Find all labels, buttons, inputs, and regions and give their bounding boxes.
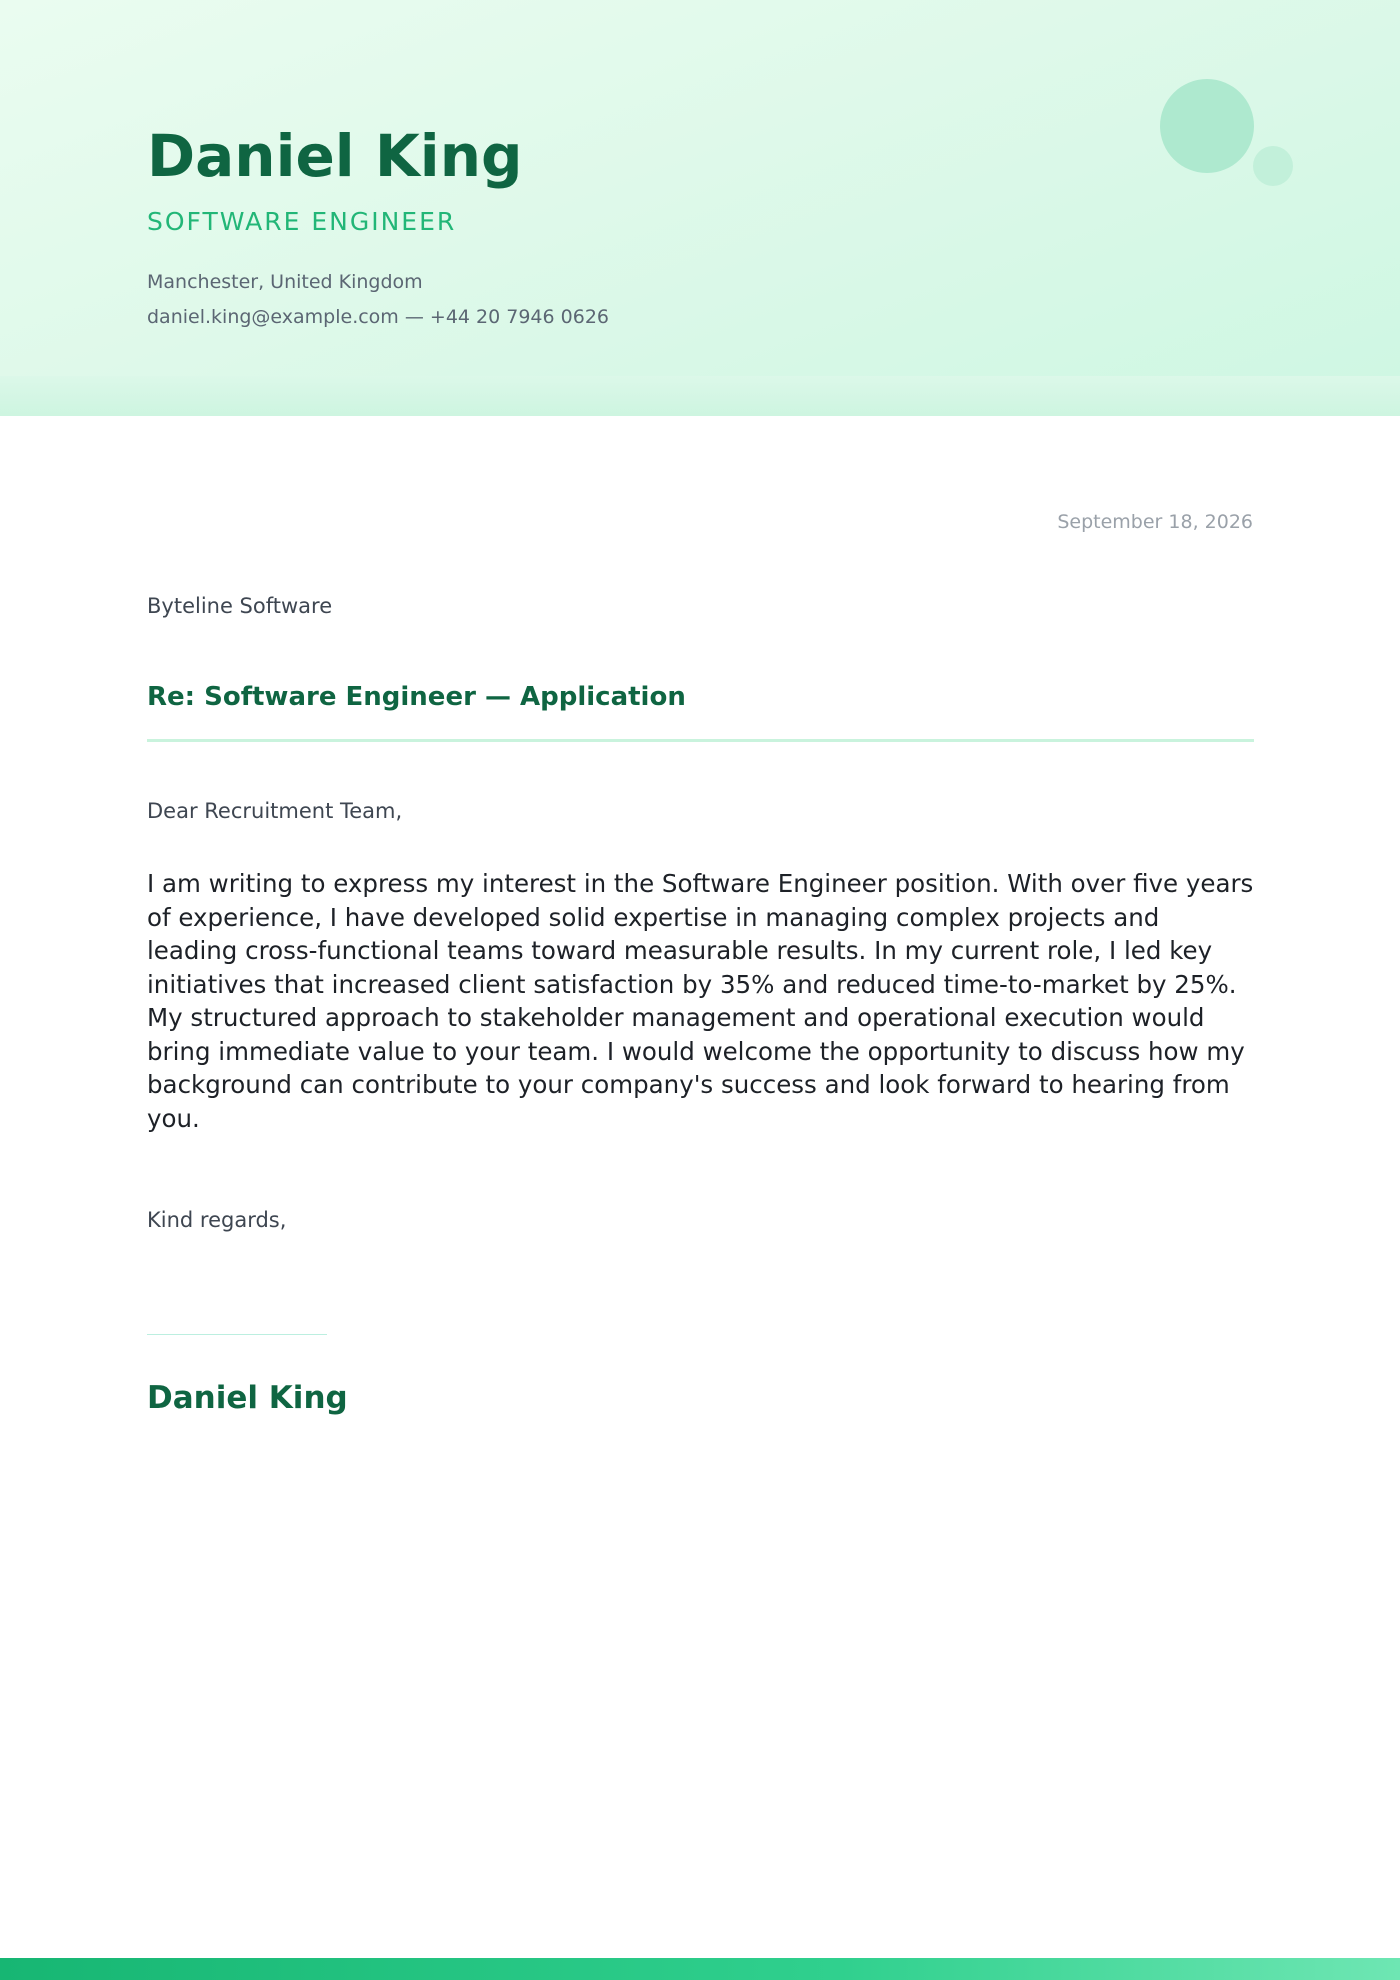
- header-band: [0, 376, 1400, 416]
- signature-line: [147, 1334, 327, 1335]
- sender-job-title: SOFTWARE ENGINEER: [147, 207, 457, 236]
- sender-location: Manchester, United Kingdom: [147, 271, 423, 293]
- sender-contact: daniel.king@example.com — +44 20 7946 0626: [147, 306, 609, 328]
- decorative-circle-small: [1253, 146, 1293, 186]
- letter-date: September 18, 2026: [1057, 511, 1253, 533]
- recipient-company: Byteline Software: [147, 594, 333, 618]
- letter-closing: Kind regards,: [147, 1208, 287, 1232]
- letter-header: [0, 0, 1400, 376]
- signature-name: Daniel King: [147, 1380, 348, 1416]
- letter-subject: Re: Software Engineer — Application: [147, 682, 686, 712]
- footer-accent-bar: [0, 1958, 1400, 1980]
- letter-salutation: Dear Recruitment Team,: [147, 799, 403, 823]
- sender-name: Daniel King: [147, 122, 523, 190]
- subject-divider: [147, 739, 1254, 742]
- decorative-circle-large: [1160, 79, 1254, 173]
- letter-body: I am writing to express my interest in the Software Engineer position. With over five years of experience, I have developed solid expertise in managing complex projects and leading cross-functional teams toward measurable results. In my current role, I led key initiatives that increased client satisfaction by 35% and reduced time-to-market by 25%. My structured approach to stakeholder management and operational execution would bring immediate value to your team. I would welcome the opportunity to discuss how my background can contribute to your company's success and look forward to hearing from you.: [147, 869, 1254, 1133]
